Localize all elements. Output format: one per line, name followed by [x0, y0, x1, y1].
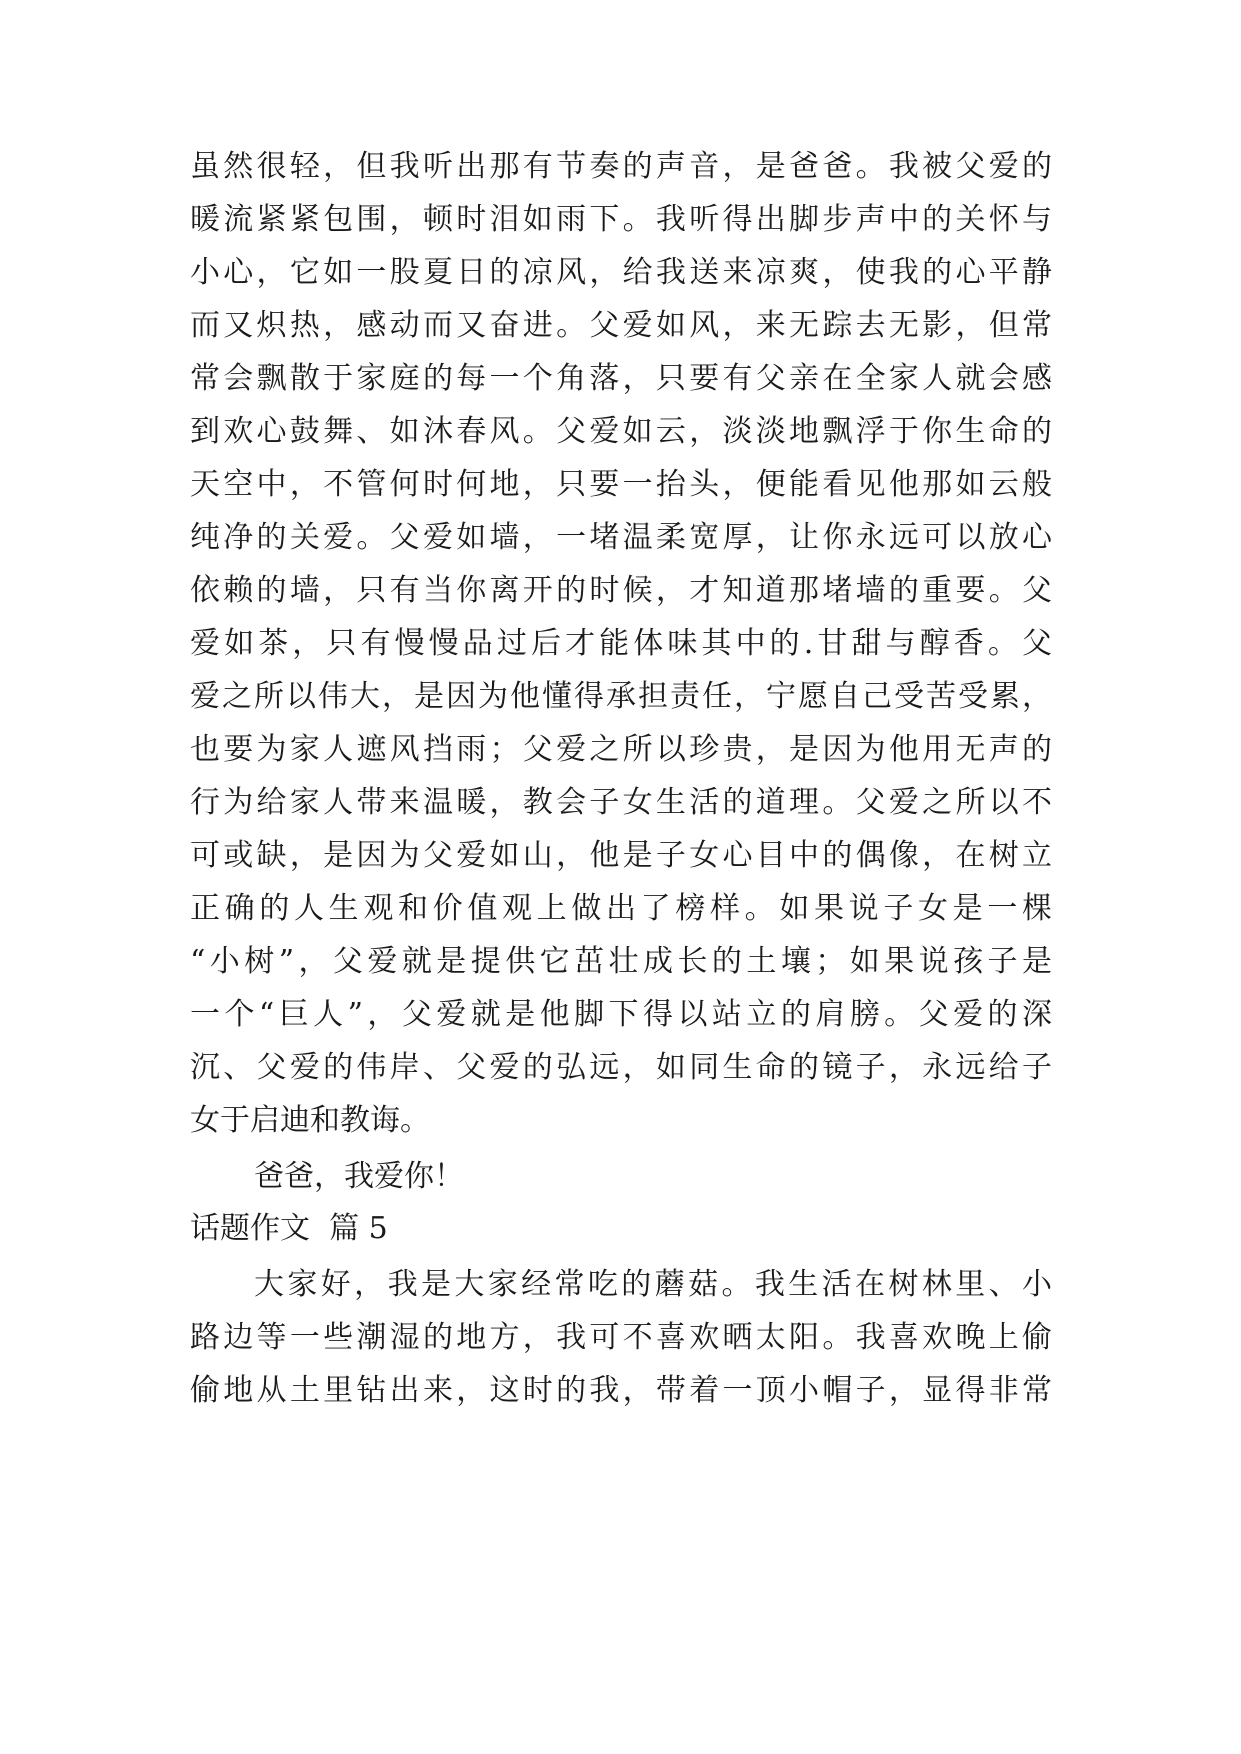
text-line: 虽然很轻，但我听出那有节奏的声音，是爸爸。我被父爱的	[190, 149, 1052, 184]
text-line: 常会飘散于家庭的每一个角落，只要有父亲在全家人就会感	[190, 361, 1052, 396]
text-line: 正确的人生观和价值观上做出了榜样。如果说子女是一棵	[190, 891, 1052, 926]
text-line: 到欢心鼓舞、如沐春风。父爱如云，淡淡地飘浮于你生命的	[190, 414, 1052, 449]
text-line: “小树”，父爱就是提供它茁壮成长的土壤；如果说孩子是	[190, 944, 1052, 979]
text-line: 一个“巨人”，父爱就是他脚下得以站立的肩膀。父爱的深	[190, 997, 1052, 1032]
text-line: 沉、父爱的伟岸、父爱的弘远，如同生命的镜子，永远给子	[190, 1050, 1052, 1085]
text-line: 大家好，我是大家经常吃的蘑菇。我生活在树林里、小	[254, 1267, 1052, 1302]
text-line: 小心，它如一股夏日的凉风，给我送来凉爽，使我的心平静	[190, 255, 1052, 290]
text-line: 女于启迪和教诲。	[190, 1103, 430, 1138]
text-line: 爱之所以伟大，是因为他懂得承担责任，宁愿自己受苦受累，	[190, 679, 1052, 714]
text-line: 纯净的关爱。父爱如墙，一堵温柔宽厚，让你永远可以放心	[190, 520, 1052, 555]
text-line: 路边等一些潮湿的地方，我可不喜欢晒太阳。我喜欢晚上偷	[190, 1320, 1052, 1355]
text-line: 天空中，不管何时何地，只要一抬头，便能看见他那如云般	[190, 467, 1052, 502]
text-line: 依赖的墙，只有当你离开的时候，才知道那堵墙的重要。父	[190, 573, 1052, 608]
text-line: 爱如茶，只有慢慢品过后才能体味其中的.甘甜与醇香。父	[190, 626, 1052, 661]
section-heading: 话题作文 篇 5	[190, 1211, 388, 1246]
closing-line: 爸爸，我爱你！	[254, 1159, 464, 1194]
text-line: 可或缺，是因为父爱如山，他是子女心目中的偶像，在树立	[190, 838, 1052, 873]
text-line: 暖流紧紧包围，顿时泪如雨下。我听得出脚步声中的关怀与	[190, 202, 1052, 237]
text-line: 偷地从土里钻出来，这时的我，带着一顶小帽子，显得非常	[190, 1373, 1052, 1408]
text-line: 行为给家人带来温暖，教会子女生活的道理。父爱之所以不	[190, 785, 1052, 820]
text-line: 也要为家人遮风挡雨；父爱之所以珍贵，是因为他用无声的	[190, 732, 1052, 767]
text-line: 而又炽热，感动而又奋进。父爱如风，来无踪去无影，但常	[190, 308, 1052, 343]
